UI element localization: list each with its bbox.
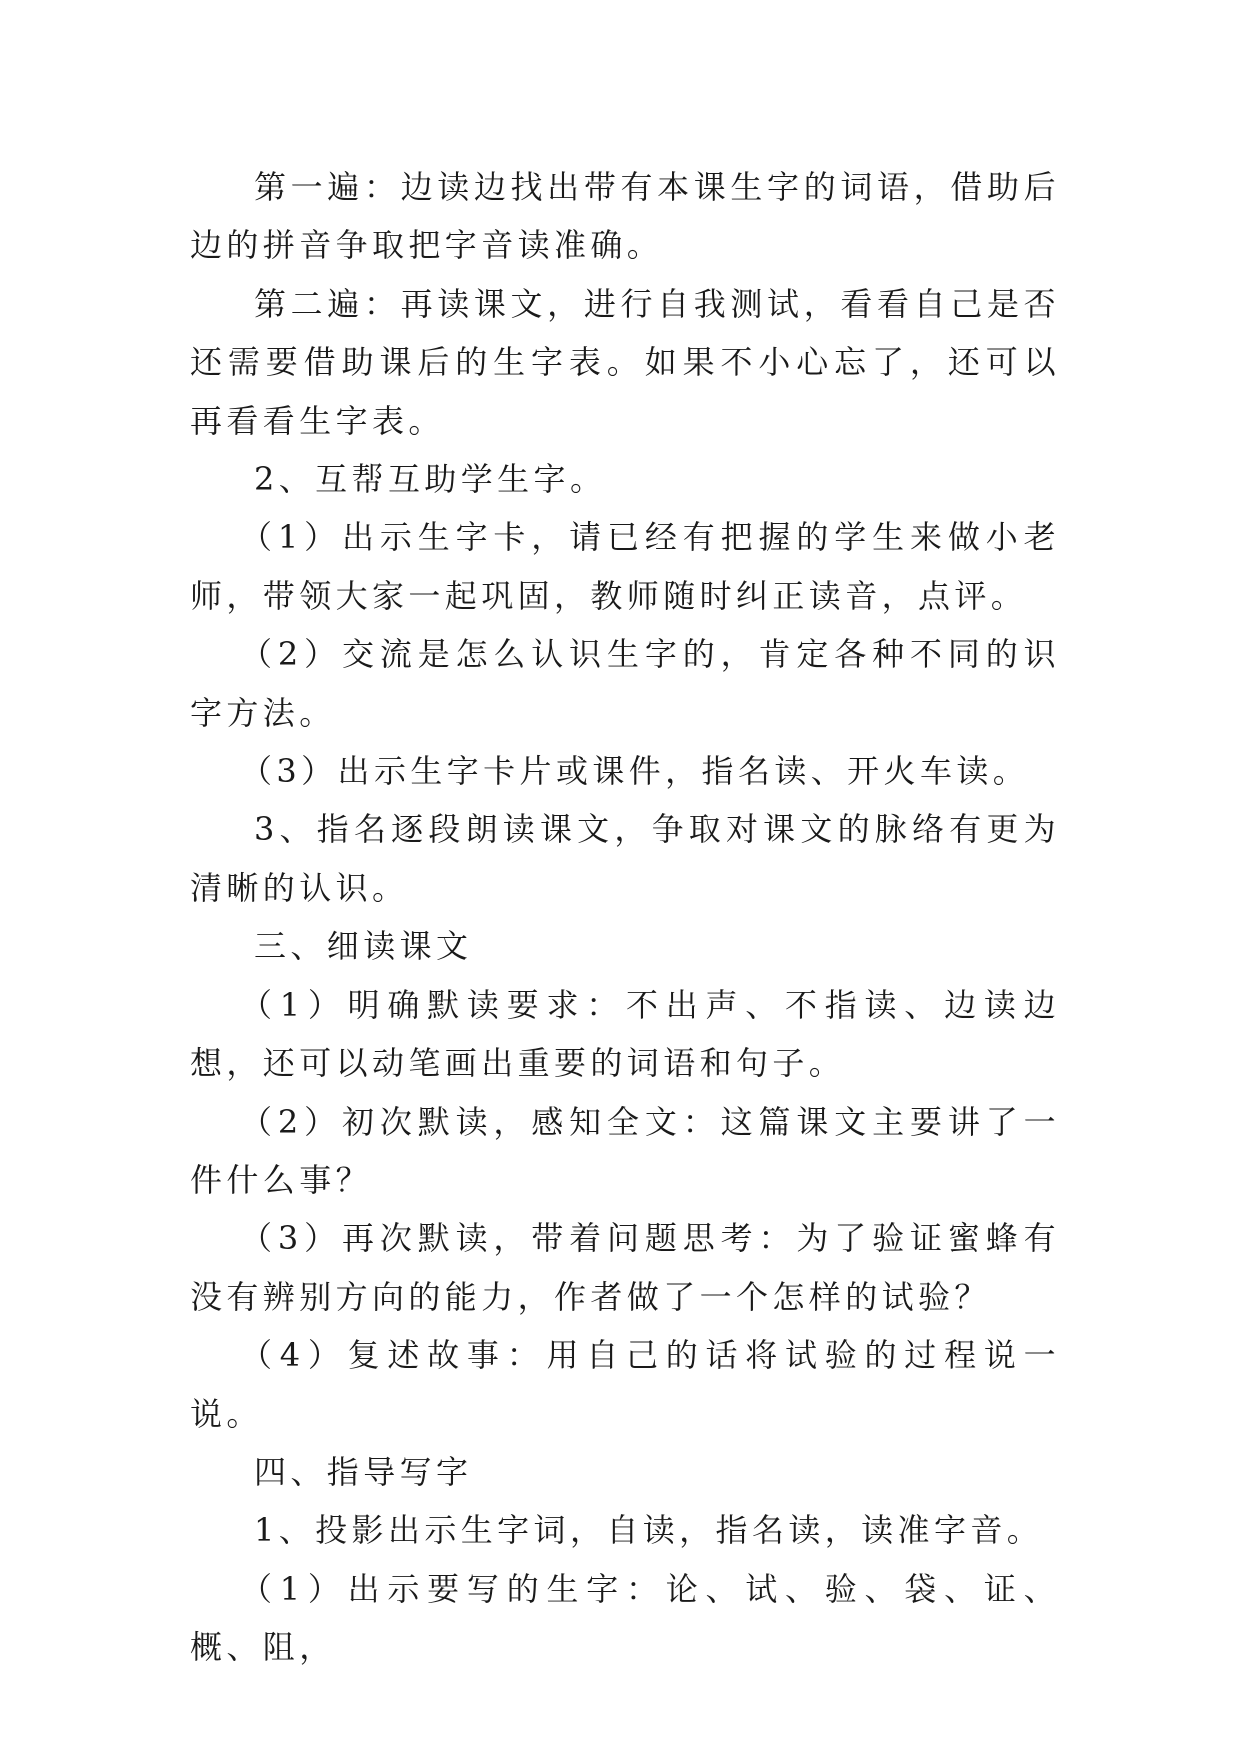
section-heading-close-reading: 三、细读课文 bbox=[254, 927, 473, 966]
paragraph-projection: 1、投影出示生字词，自读，指名读，读准字音。 bbox=[254, 1511, 1044, 1550]
paragraph-characters-to-write: （1）出示要写的生字：论、试、验、袋、证、概、阻， bbox=[190, 1569, 1060, 1667]
body-text bbox=[190, 158, 1060, 1677]
section-heading-writing: 四、指导写字 bbox=[254, 1452, 473, 1491]
paragraph-silent-reading-rules: （1）明确默读要求：不出声、不指读、边读边想，还可以动笔画出重要的词语和句子。 bbox=[190, 985, 1060, 1083]
paragraph-item-1-cards: （1）出示生字卡，请已经有把握的学生来做小老师，带领大家一起巩固，教师随时纠正读音，点评。 bbox=[190, 518, 1060, 615]
paragraph-read-aloud: 3、指名逐段朗读课文，争取对课文的脉络有更为清晰的认识。 bbox=[190, 810, 1060, 907]
paragraph-second-silent-reading: （3）再次默读，带着问题思考：为了验证蜜蜂有没有辨别方向的能力，作者做了一个怎样的试验？ bbox=[190, 1219, 1060, 1316]
paragraph-mutual-help: 2、互帮互助学生字。 bbox=[254, 460, 607, 499]
paragraph-first-reading: 第一遍：边读边找出带有本课生字的词语，借助后边的拼音争取把字音读准确。 bbox=[190, 168, 1060, 265]
paragraph-second-reading: 第二遍：再读课文，进行自我测试，看看自己是否还需要借助课后的生字表。如果不小心忘了，还可以再看看生字表。 bbox=[190, 284, 1060, 440]
paragraph-first-silent-reading: （2）初次默读，感知全文：这篇课文主要讲了一件什么事？ bbox=[190, 1102, 1060, 1199]
paragraph-item-2-exchange: （2）交流是怎么认识生字的，肯定各种不同的识字方法。 bbox=[190, 635, 1060, 732]
paragraph-retell-story: （4）复述故事：用自己的话将试验的过程说一说。 bbox=[190, 1336, 1060, 1433]
paragraph-item-3-courseware: （3）出示生字卡片或课件，指名读、开火车读。 bbox=[240, 752, 1030, 791]
